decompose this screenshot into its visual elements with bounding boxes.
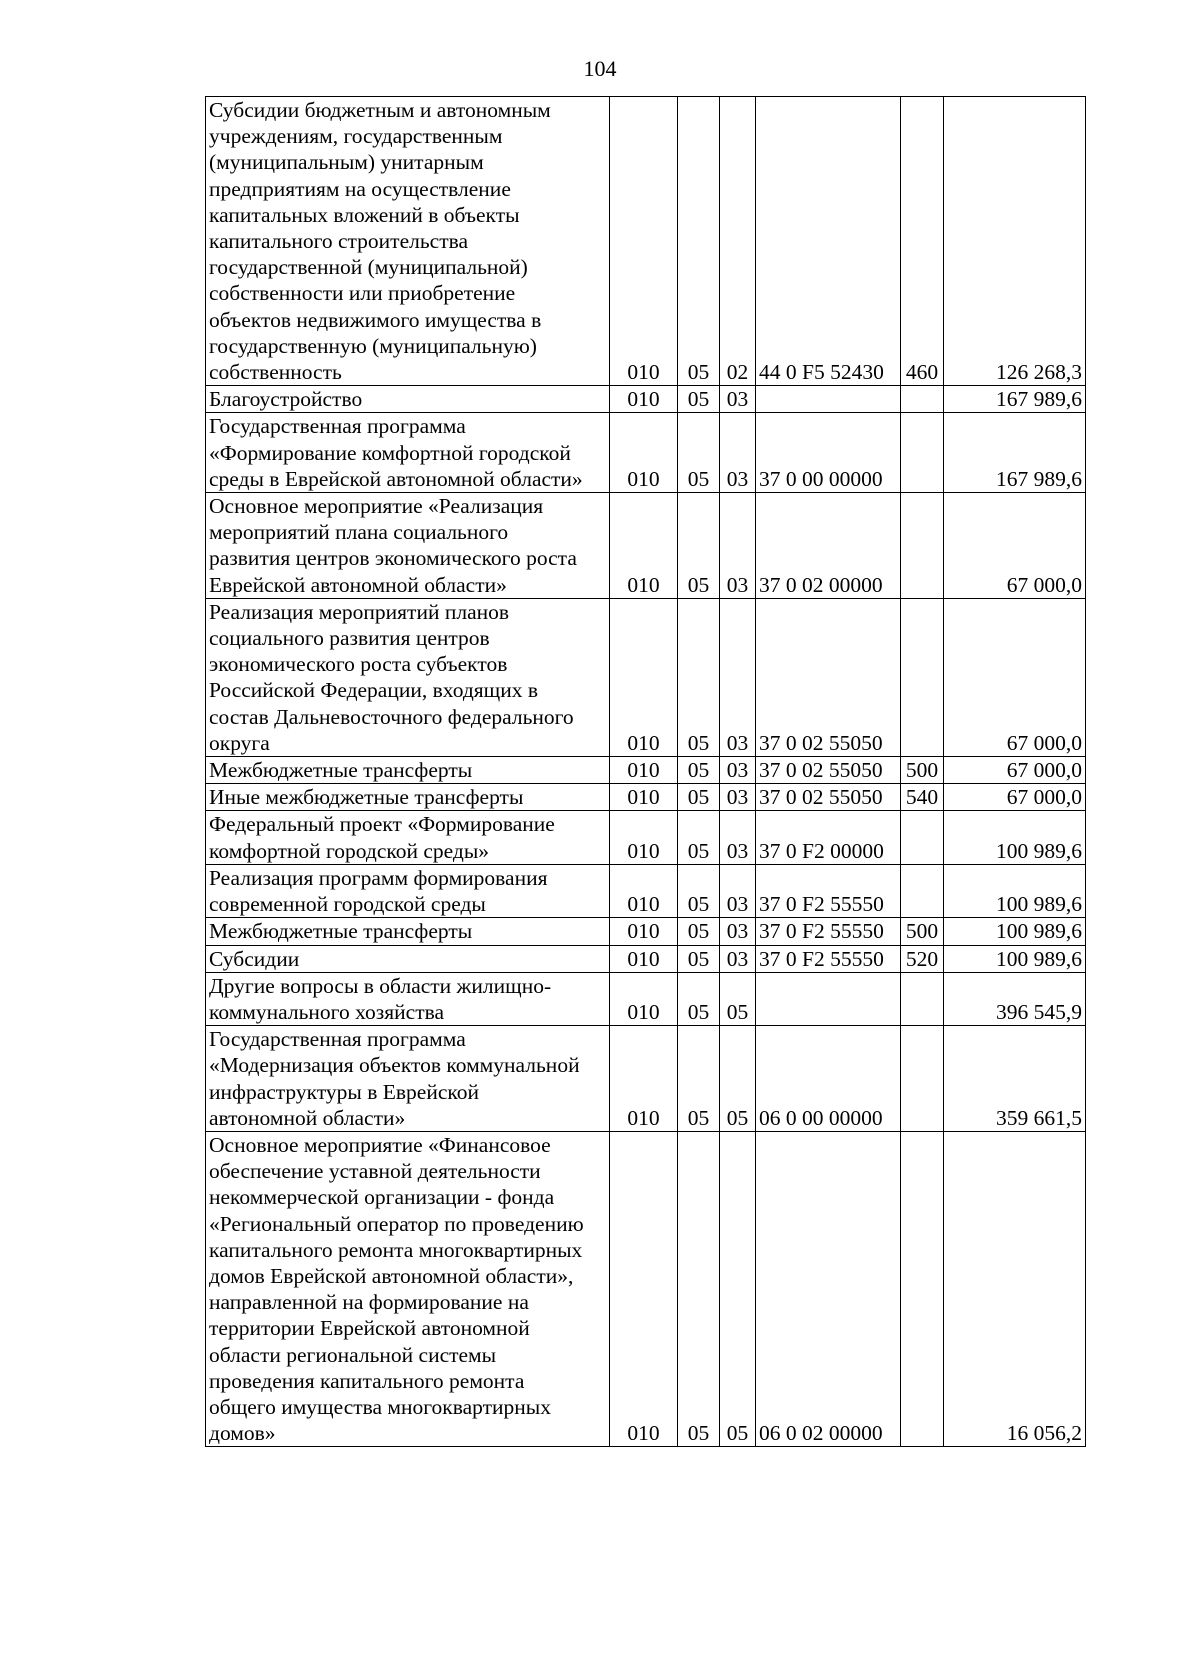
table-row bbox=[206, 1026, 1086, 1132]
table-row bbox=[206, 811, 1086, 864]
ministry-code-cell: 010 bbox=[610, 1131, 678, 1446]
table-row bbox=[206, 1131, 1086, 1446]
subsection-code-cell: 03 bbox=[720, 918, 756, 945]
target-article-cell: 37 0 F2 55550 bbox=[756, 945, 901, 972]
expense-type-cell bbox=[901, 1026, 944, 1132]
expense-type-cell bbox=[901, 598, 944, 756]
row-name-cell: Основное мероприятие «Реализация мероприятий плана социального развития центров экономического роста Еврейской автономной области» bbox=[206, 493, 610, 599]
expense-type-cell bbox=[901, 413, 944, 493]
section-code-cell: 05 bbox=[678, 1026, 720, 1132]
expense-type-cell bbox=[901, 493, 944, 599]
subsection-code-cell: 03 bbox=[720, 864, 756, 917]
table-row bbox=[206, 864, 1086, 917]
subsection-code-cell: 03 bbox=[720, 784, 756, 811]
table-row bbox=[206, 972, 1086, 1025]
amount-cell: 100 989,6 bbox=[944, 918, 1086, 945]
row-name-cell: Межбюджетные трансферты bbox=[206, 757, 610, 784]
row-name-cell: Государственная программа «Модернизация объектов коммунальной инфраструктуры в Еврейской автономной области» bbox=[206, 1026, 610, 1132]
target-article-cell: 06 0 00 00000 bbox=[756, 1026, 901, 1132]
section-code-cell: 05 bbox=[678, 757, 720, 784]
ministry-code-cell: 010 bbox=[610, 413, 678, 493]
ministry-code-cell: 010 bbox=[610, 1026, 678, 1132]
table-row bbox=[206, 493, 1086, 599]
section-code-cell: 05 bbox=[678, 413, 720, 493]
budget-table bbox=[205, 96, 1086, 1447]
table-row bbox=[206, 598, 1086, 756]
row-name-cell: Федеральный проект «Формирование комфортной городской среды» bbox=[206, 811, 610, 864]
amount-cell: 67 000,0 bbox=[944, 598, 1086, 756]
subsection-code-cell: 02 bbox=[720, 97, 756, 386]
ministry-code-cell: 010 bbox=[610, 864, 678, 917]
table-row bbox=[206, 784, 1086, 811]
ministry-code-cell: 010 bbox=[610, 918, 678, 945]
subsection-code-cell: 03 bbox=[720, 413, 756, 493]
table-row bbox=[206, 386, 1086, 413]
section-code-cell: 05 bbox=[678, 493, 720, 599]
target-article-cell: 37 0 02 00000 bbox=[756, 493, 901, 599]
expense-type-cell: 500 bbox=[901, 918, 944, 945]
amount-cell: 67 000,0 bbox=[944, 784, 1086, 811]
table-row bbox=[206, 757, 1086, 784]
subsection-code-cell: 03 bbox=[720, 945, 756, 972]
row-name-cell: Межбюджетные трансферты bbox=[206, 918, 610, 945]
section-code-cell: 05 bbox=[678, 864, 720, 917]
target-article-cell bbox=[756, 386, 901, 413]
page-number: 104 bbox=[583, 56, 617, 81]
ministry-code-cell: 010 bbox=[610, 972, 678, 1025]
section-code-cell: 05 bbox=[678, 386, 720, 413]
ministry-code-cell: 010 bbox=[610, 811, 678, 864]
amount-cell: 100 989,6 bbox=[944, 864, 1086, 917]
target-article-cell: 37 0 F2 00000 bbox=[756, 811, 901, 864]
target-article-cell: 37 0 02 55050 bbox=[756, 598, 901, 756]
target-article-cell: 37 0 02 55050 bbox=[756, 757, 901, 784]
table-row bbox=[206, 945, 1086, 972]
expense-type-cell bbox=[901, 864, 944, 917]
amount-cell: 67 000,0 bbox=[944, 493, 1086, 599]
row-name-cell: Субсидии bbox=[206, 945, 610, 972]
subsection-code-cell: 03 bbox=[720, 757, 756, 784]
section-code-cell: 05 bbox=[678, 97, 720, 386]
subsection-code-cell: 03 bbox=[720, 386, 756, 413]
target-article-cell: 44 0 F5 52430 bbox=[756, 97, 901, 386]
row-name-cell: Иные межбюджетные трансферты bbox=[206, 784, 610, 811]
table-row bbox=[206, 918, 1086, 945]
expense-type-cell: 540 bbox=[901, 784, 944, 811]
target-article-cell: 37 0 02 55050 bbox=[756, 784, 901, 811]
section-code-cell: 05 bbox=[678, 918, 720, 945]
amount-cell: 16 056,2 bbox=[944, 1131, 1086, 1446]
subsection-code-cell: 03 bbox=[720, 493, 756, 599]
ministry-code-cell: 010 bbox=[610, 386, 678, 413]
ministry-code-cell: 010 bbox=[610, 757, 678, 784]
expense-type-cell: 520 bbox=[901, 945, 944, 972]
table-row bbox=[206, 413, 1086, 493]
amount-cell: 359 661,5 bbox=[944, 1026, 1086, 1132]
subsection-code-cell: 03 bbox=[720, 598, 756, 756]
row-name-cell: Реализация мероприятий планов социального развития центров экономического роста субъектов Российской Федерации, входящих в состав Дальневосточного федерального округа bbox=[206, 598, 610, 756]
amount-cell: 167 989,6 bbox=[944, 413, 1086, 493]
target-article-cell: 06 0 02 00000 bbox=[756, 1131, 901, 1446]
section-code-cell: 05 bbox=[678, 784, 720, 811]
section-code-cell: 05 bbox=[678, 811, 720, 864]
ministry-code-cell: 010 bbox=[610, 598, 678, 756]
target-article-cell: 37 0 00 00000 bbox=[756, 413, 901, 493]
target-article-cell: 37 0 F2 55550 bbox=[756, 864, 901, 917]
expense-type-cell: 500 bbox=[901, 757, 944, 784]
amount-cell: 100 989,6 bbox=[944, 945, 1086, 972]
target-article-cell: 37 0 F2 55550 bbox=[756, 918, 901, 945]
expense-type-cell bbox=[901, 811, 944, 864]
target-article-cell bbox=[756, 972, 901, 1025]
amount-cell: 126 268,3 bbox=[944, 97, 1086, 386]
section-code-cell: 05 bbox=[678, 972, 720, 1025]
subsection-code-cell: 05 bbox=[720, 1131, 756, 1446]
section-code-cell: 05 bbox=[678, 945, 720, 972]
section-code-cell: 05 bbox=[678, 1131, 720, 1446]
row-name-cell: Благоустройство bbox=[206, 386, 610, 413]
subsection-code-cell: 03 bbox=[720, 811, 756, 864]
ministry-code-cell: 010 bbox=[610, 945, 678, 972]
table-row bbox=[206, 97, 1086, 386]
expense-type-cell bbox=[901, 1131, 944, 1446]
amount-cell: 396 545,9 bbox=[944, 972, 1086, 1025]
amount-cell: 100 989,6 bbox=[944, 811, 1086, 864]
amount-cell: 67 000,0 bbox=[944, 757, 1086, 784]
ministry-code-cell: 010 bbox=[610, 97, 678, 386]
row-name-cell: Другие вопросы в области жилищно- коммунального хозяйства bbox=[206, 972, 610, 1025]
row-name-cell: Основное мероприятие «Финансовое обеспечение уставной деятельности некоммерческой организации - фонда «Региональный оператор по проведению капитального ремонта многоквартирных домов Еврейской автономной области», направленной на формирование на территории Еврейской автономной области региональной системы проведения капитального ремонта общего имущества многоквартирных домов» bbox=[206, 1131, 610, 1446]
subsection-code-cell: 05 bbox=[720, 1026, 756, 1132]
ministry-code-cell: 010 bbox=[610, 493, 678, 599]
expense-type-cell bbox=[901, 972, 944, 1025]
expense-type-cell bbox=[901, 386, 944, 413]
subsection-code-cell: 05 bbox=[720, 972, 756, 1025]
section-code-cell: 05 bbox=[678, 598, 720, 756]
ministry-code-cell: 010 bbox=[610, 784, 678, 811]
row-name-cell: Реализация программ формирования современной городской среды bbox=[206, 864, 610, 917]
expense-type-cell: 460 bbox=[901, 97, 944, 386]
amount-cell: 167 989,6 bbox=[944, 386, 1086, 413]
row-name-cell: Субсидии бюджетным и автономным учреждениям, государственным (муниципальным) унитарным предприятиям на осуществление капитальных вложений в объекты капитального строительства государственной (муниципальной) собственности или приобретение объектов недвижимого имущества в государственную (муниципальную) собственность bbox=[206, 97, 610, 386]
row-name-cell: Государственная программа «Формирование комфортной городской среды в Еврейской автономной области» bbox=[206, 413, 610, 493]
